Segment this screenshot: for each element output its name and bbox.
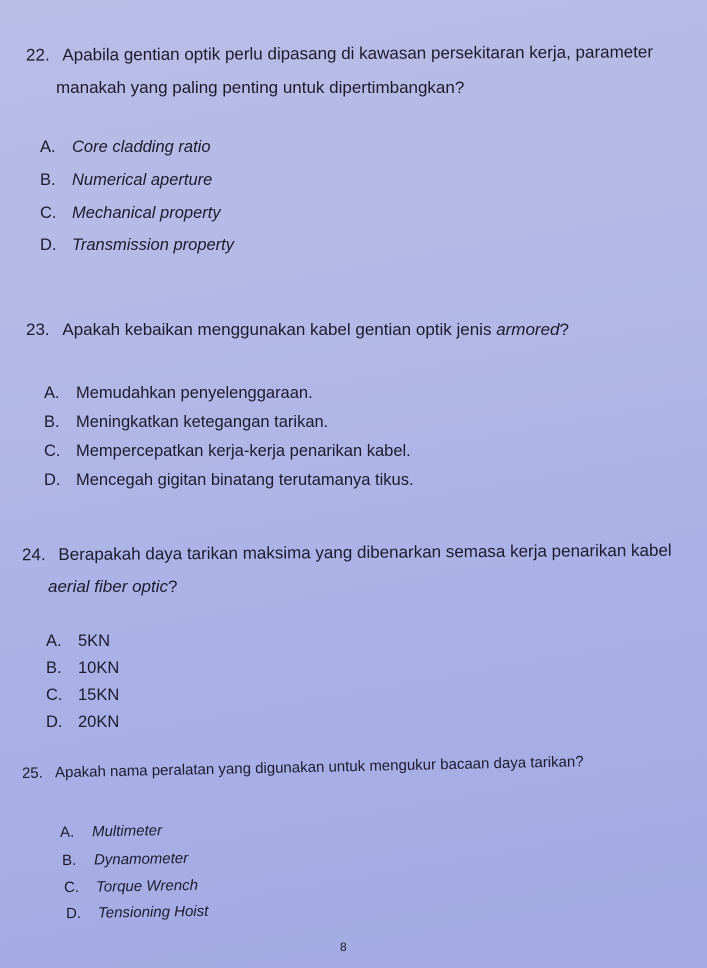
option-text: 10KN (78, 659, 120, 677)
option-letter: D. (65, 904, 82, 923)
option-text: 15KN (78, 686, 120, 704)
question-23-option-a[interactable] (44, 383, 313, 403)
question-24-option-b[interactable] (46, 658, 119, 678)
option-letter: B. (44, 413, 60, 431)
question-25-option-a[interactable] (60, 821, 162, 843)
question-25-option-c[interactable] (64, 876, 198, 898)
option-letter: D. (44, 471, 61, 489)
option-text: Dynamometer (93, 849, 189, 869)
question-23-text: Apakah kebaikan menggunakan kabel gentian optik jenis armored? (62, 320, 569, 339)
option-letter: D. (46, 713, 63, 731)
option-text: Mencegah gigitan binatang terutamanya tikus. (76, 471, 414, 489)
option-text: Transmission property (72, 236, 234, 254)
question-24-option-a[interactable] (46, 631, 110, 651)
option-letter: B. (61, 851, 77, 870)
option-letter: A. (44, 384, 60, 402)
question-24-text: Berapakah daya tarikan maksima yang dibenarkan semasa kerja penarikan kabel (58, 540, 672, 565)
question-25-number: 25. (21, 764, 44, 782)
option-letter: A. (40, 138, 56, 156)
option-letter: C. (63, 878, 80, 897)
option-text: Torque Wrench (95, 876, 199, 896)
option-letter: A. (59, 823, 75, 841)
option-text: Mempercepatkan kerja-kerja penarikan kabel. (76, 442, 411, 460)
option-text: Meningkatkan ketegangan tarikan. (76, 413, 329, 431)
question-22-option-a[interactable] (40, 137, 211, 157)
question-24-option-c[interactable] (46, 685, 119, 705)
question-22-line1 (26, 42, 653, 65)
question-23-line1 (26, 320, 569, 340)
question-23-option-b[interactable] (44, 412, 328, 432)
option-letter: C. (46, 686, 63, 704)
question-24-line2: aerial fiber optic? (48, 577, 178, 596)
question-24-line1 (22, 541, 672, 566)
option-text: Memudahkan penyelenggaraan. (76, 384, 313, 402)
question-24-number: 24. (21, 545, 46, 565)
option-letter: D. (40, 236, 57, 254)
option-letter: A. (46, 632, 62, 650)
option-text: Multimeter (91, 822, 163, 841)
page-number: 8 (340, 940, 347, 954)
option-letter: C. (44, 442, 61, 460)
question-22-option-c[interactable] (40, 203, 221, 223)
question-24-option-d[interactable] (46, 712, 119, 732)
question-22-option-b[interactable] (40, 170, 212, 190)
question-25-option-d[interactable] (66, 902, 209, 924)
question-23-option-c[interactable] (44, 441, 411, 461)
option-text: Numerical aperture (72, 171, 213, 189)
question-25-option-b[interactable] (62, 849, 189, 871)
question-22-line2 (56, 78, 464, 98)
option-letter: B. (40, 171, 56, 189)
question-22-text: Apabila gentian optik perlu dipasang di kawasan persekitaran kerja, parameter (62, 42, 654, 65)
question-25-text: Apakah nama peralatan yang digunakan untuk mengukur bacaan daya tarikan? (54, 753, 584, 782)
option-text: 20KN (78, 713, 120, 731)
question-24-text-cont: aerial fiber optic (48, 577, 169, 596)
option-text: 5KN (78, 632, 111, 650)
question-23-number: 23. (26, 320, 50, 339)
question-22-option-d[interactable] (40, 235, 234, 255)
question-23-option-d[interactable] (44, 470, 414, 490)
question-22-number: 22. (25, 45, 50, 65)
question-25-line1 (22, 752, 584, 784)
option-text: Mechanical property (72, 204, 221, 222)
option-text: Tensioning Hoist (97, 902, 209, 922)
option-letter: B. (46, 659, 62, 677)
question-22-text-cont: manakah yang paling penting untuk dipertimbangkan? (56, 78, 465, 97)
option-text: Core cladding ratio (72, 138, 211, 156)
option-letter: C. (40, 204, 57, 222)
